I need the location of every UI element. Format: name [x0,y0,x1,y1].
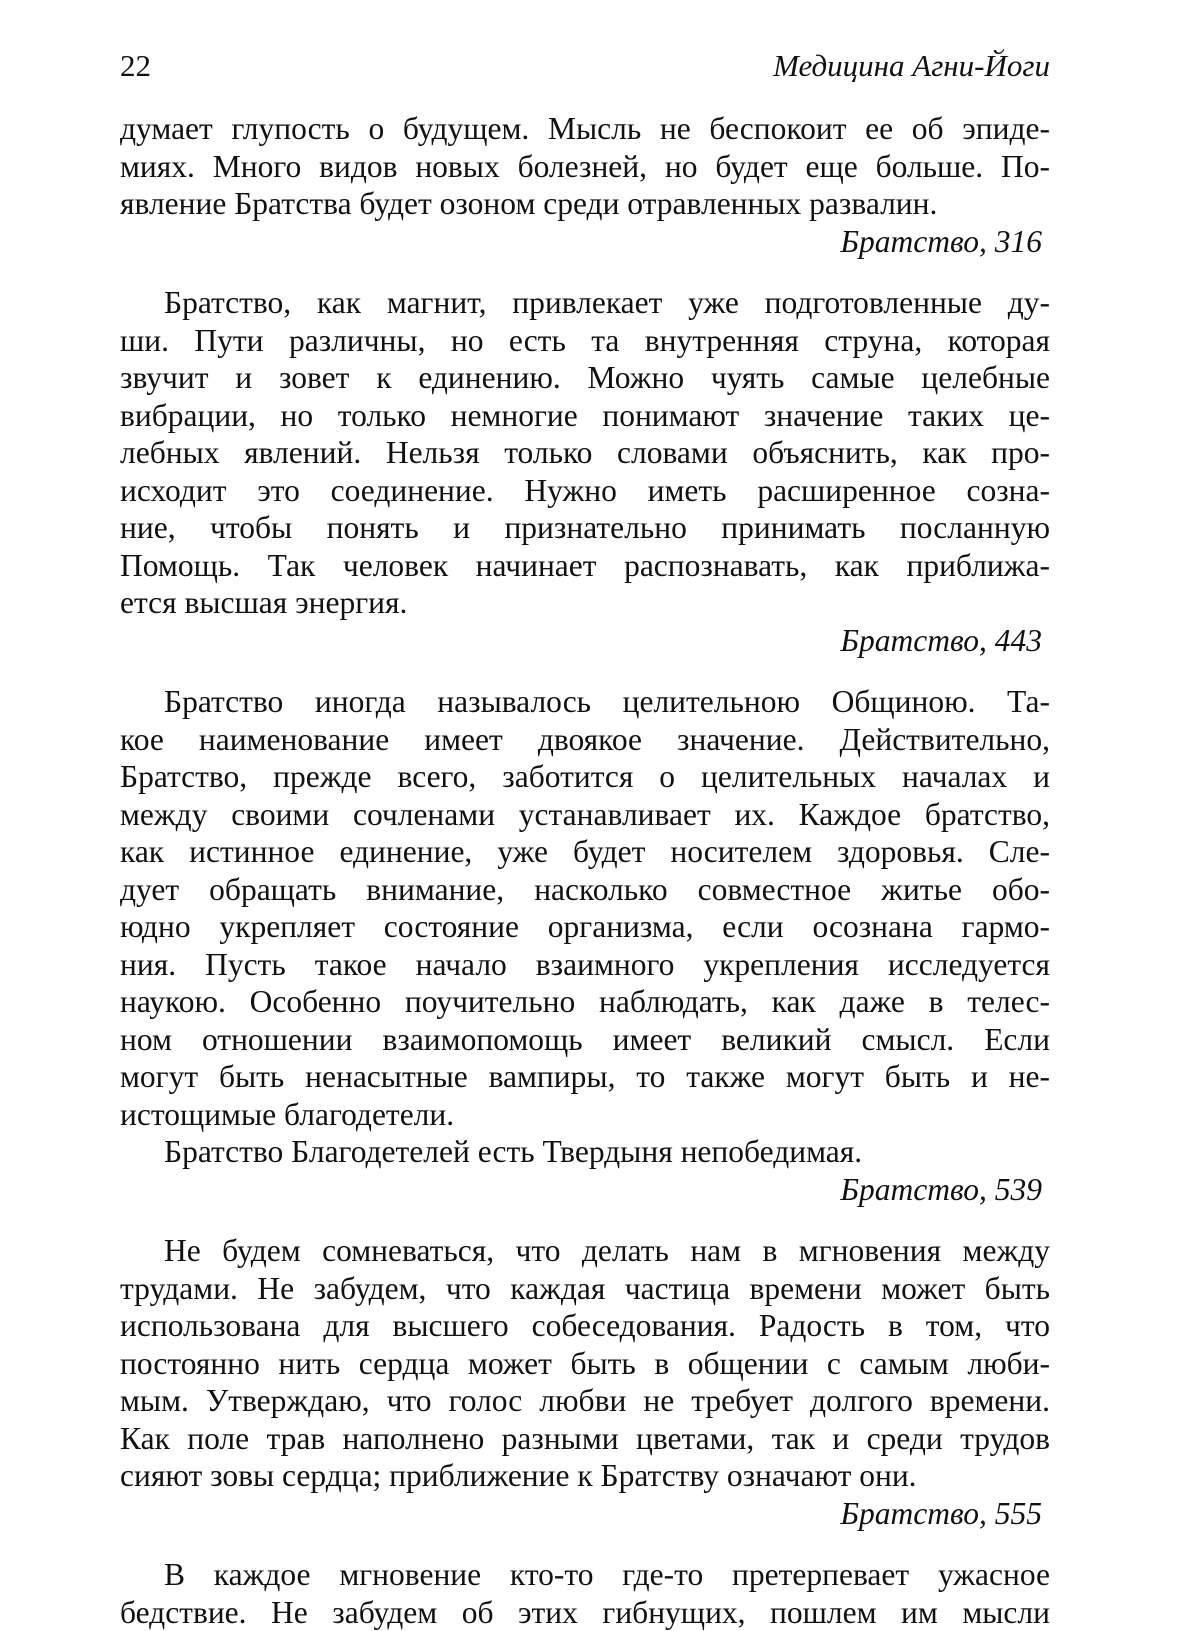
text-line: юдно укрепляет состояние организма, если осознана гармо- [120,908,1050,946]
quote-block [120,1232,1050,1532]
text-line: явление Братства будет озоном среди отравленных развалин. [120,185,1050,223]
text-line: ши. Пути различны, но есть та внутренняя струна, которая [120,322,1050,360]
quote-block [120,110,1050,260]
text-line: могут быть ненасытные вампиры, то также могут быть и не- [120,1058,1050,1096]
text-line: истощимые благодетели. [120,1096,1050,1134]
text-line: Не будем сомневаться, что делать нам в мгновения между [120,1232,1050,1270]
text-line: Братство иногда называлось целительною Общиною. Та- [120,683,1050,721]
page-number: 22 [120,40,151,92]
text-line: звучит и зовет к единению. Можно чуять самые целебные [120,359,1050,397]
text-line: ном отношении взаимопомощь имеет великий смысл. Если [120,1021,1050,1059]
quote-block [120,284,1050,659]
source-citation: Братство, 555 [120,1495,1050,1533]
running-title: Медицина Агни-Йоги [773,40,1050,92]
text-line: исходит это соединение. Нужно иметь расширенное созна- [120,472,1050,510]
source-citation: Братство, 443 [120,622,1050,660]
text-line: как истинное единение, уже будет носителем здоровья. Сле- [120,833,1050,871]
page-body [120,110,1050,1631]
text-line: кое наименование имеет двоякое значение. Действительно, [120,721,1050,759]
source-citation: Братство, 539 [120,1171,1050,1209]
text-line: думает глупость о будущем. Мысль не беспокоит ее об эпиде- [120,110,1050,148]
text-line: ется высшая энергия. [120,584,1050,622]
text-line: ние, чтобы понять и признательно принимать посланную [120,509,1050,547]
text-line: Братство, прежде всего, заботится о целительных началах и [120,758,1050,796]
text-line: использована для высшего собеседования. Радость в том, что [120,1307,1050,1345]
text-line: лебных явлений. Нельзя только словами объяснить, как про- [120,434,1050,472]
text-line: миях. Много видов новых болезней, но будет еще больше. По- [120,148,1050,186]
page-header [120,40,1050,92]
text-line: Братство, как магнит, привлекает уже подготовленные ду- [120,284,1050,322]
quote-block [120,1556,1050,1631]
text-line: трудами. Не забудем, что каждая частица времени может быть [120,1270,1050,1308]
text-line: между своими сочленами устанавливает их. Каждое братство, [120,796,1050,834]
text-line: Помощь. Так человек начинает распознавать, как приближа- [120,547,1050,585]
text-line: Братство Благодетелей есть Твердыня непобедимая. [120,1133,1050,1171]
text-line: Как поле трав наполнено разными цветами, так и среди трудов [120,1420,1050,1458]
text-line: вибрации, но только немногие понимают значение таких це- [120,397,1050,435]
text-line: дует обращать внимание, насколько совместное житье обо- [120,871,1050,909]
text-line: бедствие. Не забудем об этих гибнущих, пошлем им мысли [120,1594,1050,1631]
text-line: постоянно нить сердца может быть в общении с самым люби- [120,1345,1050,1383]
book-page [120,40,1050,1631]
text-line: наукою. Особенно поучительно наблюдать, как даже в телес- [120,983,1050,1021]
text-line: сияют зовы сердца; приближение к Братству означают они. [120,1457,1050,1495]
text-line: ния. Пусть такое начало взаимного укрепления исследуется [120,946,1050,984]
source-citation: Братство, 316 [120,223,1050,261]
text-line: мым. Утверждаю, что голос любви не требует долгого времени. [120,1382,1050,1420]
quote-block [120,683,1050,1208]
text-line: В каждое мгновение кто-то где-то претерпевает ужасное [120,1556,1050,1594]
